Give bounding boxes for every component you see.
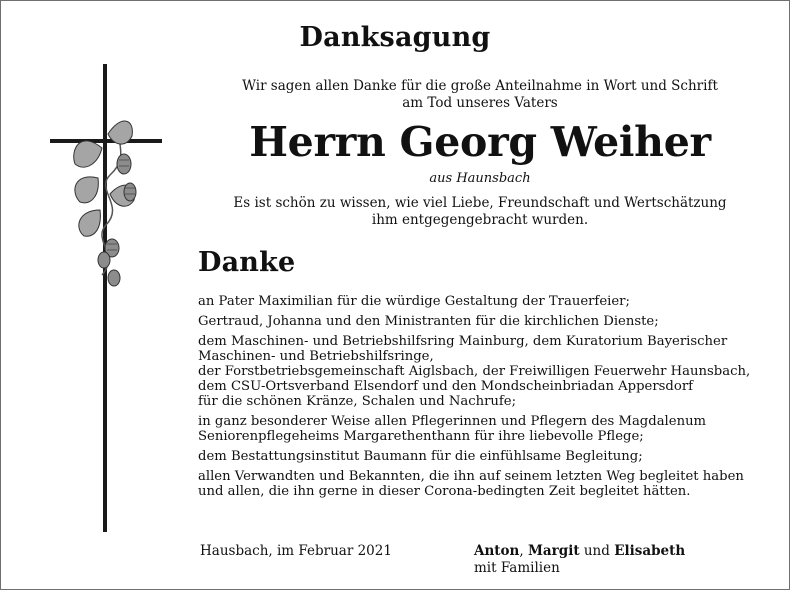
page-title: Danksagung [299,22,491,53]
cross-with-hop-vine-icon [40,60,170,535]
signature-name: Elisabeth [614,543,686,559]
origin-place: aus Haunsbach [429,171,531,186]
statement-text: Es ist schön zu wissen, wie viel Liebe, Freundschaft und Wertschätzung ihm entgegengebracht wurden. [233,195,727,228]
thanks-item: Gertraud, Johanna und den Ministranten für die kirchlichen Dienste; [198,313,659,329]
signature-block [474,543,685,577]
deceased-name: Herrn Georg Weiher [249,118,711,166]
signature-name: Anton [474,543,520,559]
intro-text: Wir sagen allen Danke für die große Anteilnahme in Wort und Schrift am Tod unseres Vaters [242,78,718,111]
thanks-list [198,294,778,504]
signature-family: mit Familien [474,560,560,576]
place-and-date: Hausbach, im Februar 2021 [200,543,392,559]
thanks-item: allen Verwandten und Bekannten, die ihn auf seinem letzten Weg begleitet haben und allen, die ihn gerne in dieser Corona-bedingten Zeit begleitet hätten. [198,469,744,500]
thanks-item: dem Bestattungsinstitut Baumann für die einfühlsame Begleitung; [198,449,643,465]
danke-heading: Danke [198,247,296,278]
thanks-item: an Pater Maximilian für die würdige Gestaltung der Trauerfeier; [198,294,630,309]
signature-name: Margit [527,543,580,559]
signature-separator: und [579,543,615,559]
thanks-item: dem Maschinen- und Betriebshilfsring Mainburg, dem Kuratorium Bayerischer Maschinen- und Betriebshilfsringe, der Forstbetriebsgemeinschaft Aiglsbach, der Freiwilligen Feuerwehr Haunsbach, dem CSU-Ortsverband Elsendorf und den Mondscheinbriadan Appersdorf für die schönen Kränze, Schalen und Nachrufe; [198,333,751,410]
thanks-item: in ganz besonderer Weise allen Pflegerinnen und Pflegern des Magdalenum Seniorenpflegeheims Margarethenthann für ihre liebevolle Pflege; [198,414,707,445]
signature-names [474,543,685,560]
signature-separator: , [519,543,528,559]
